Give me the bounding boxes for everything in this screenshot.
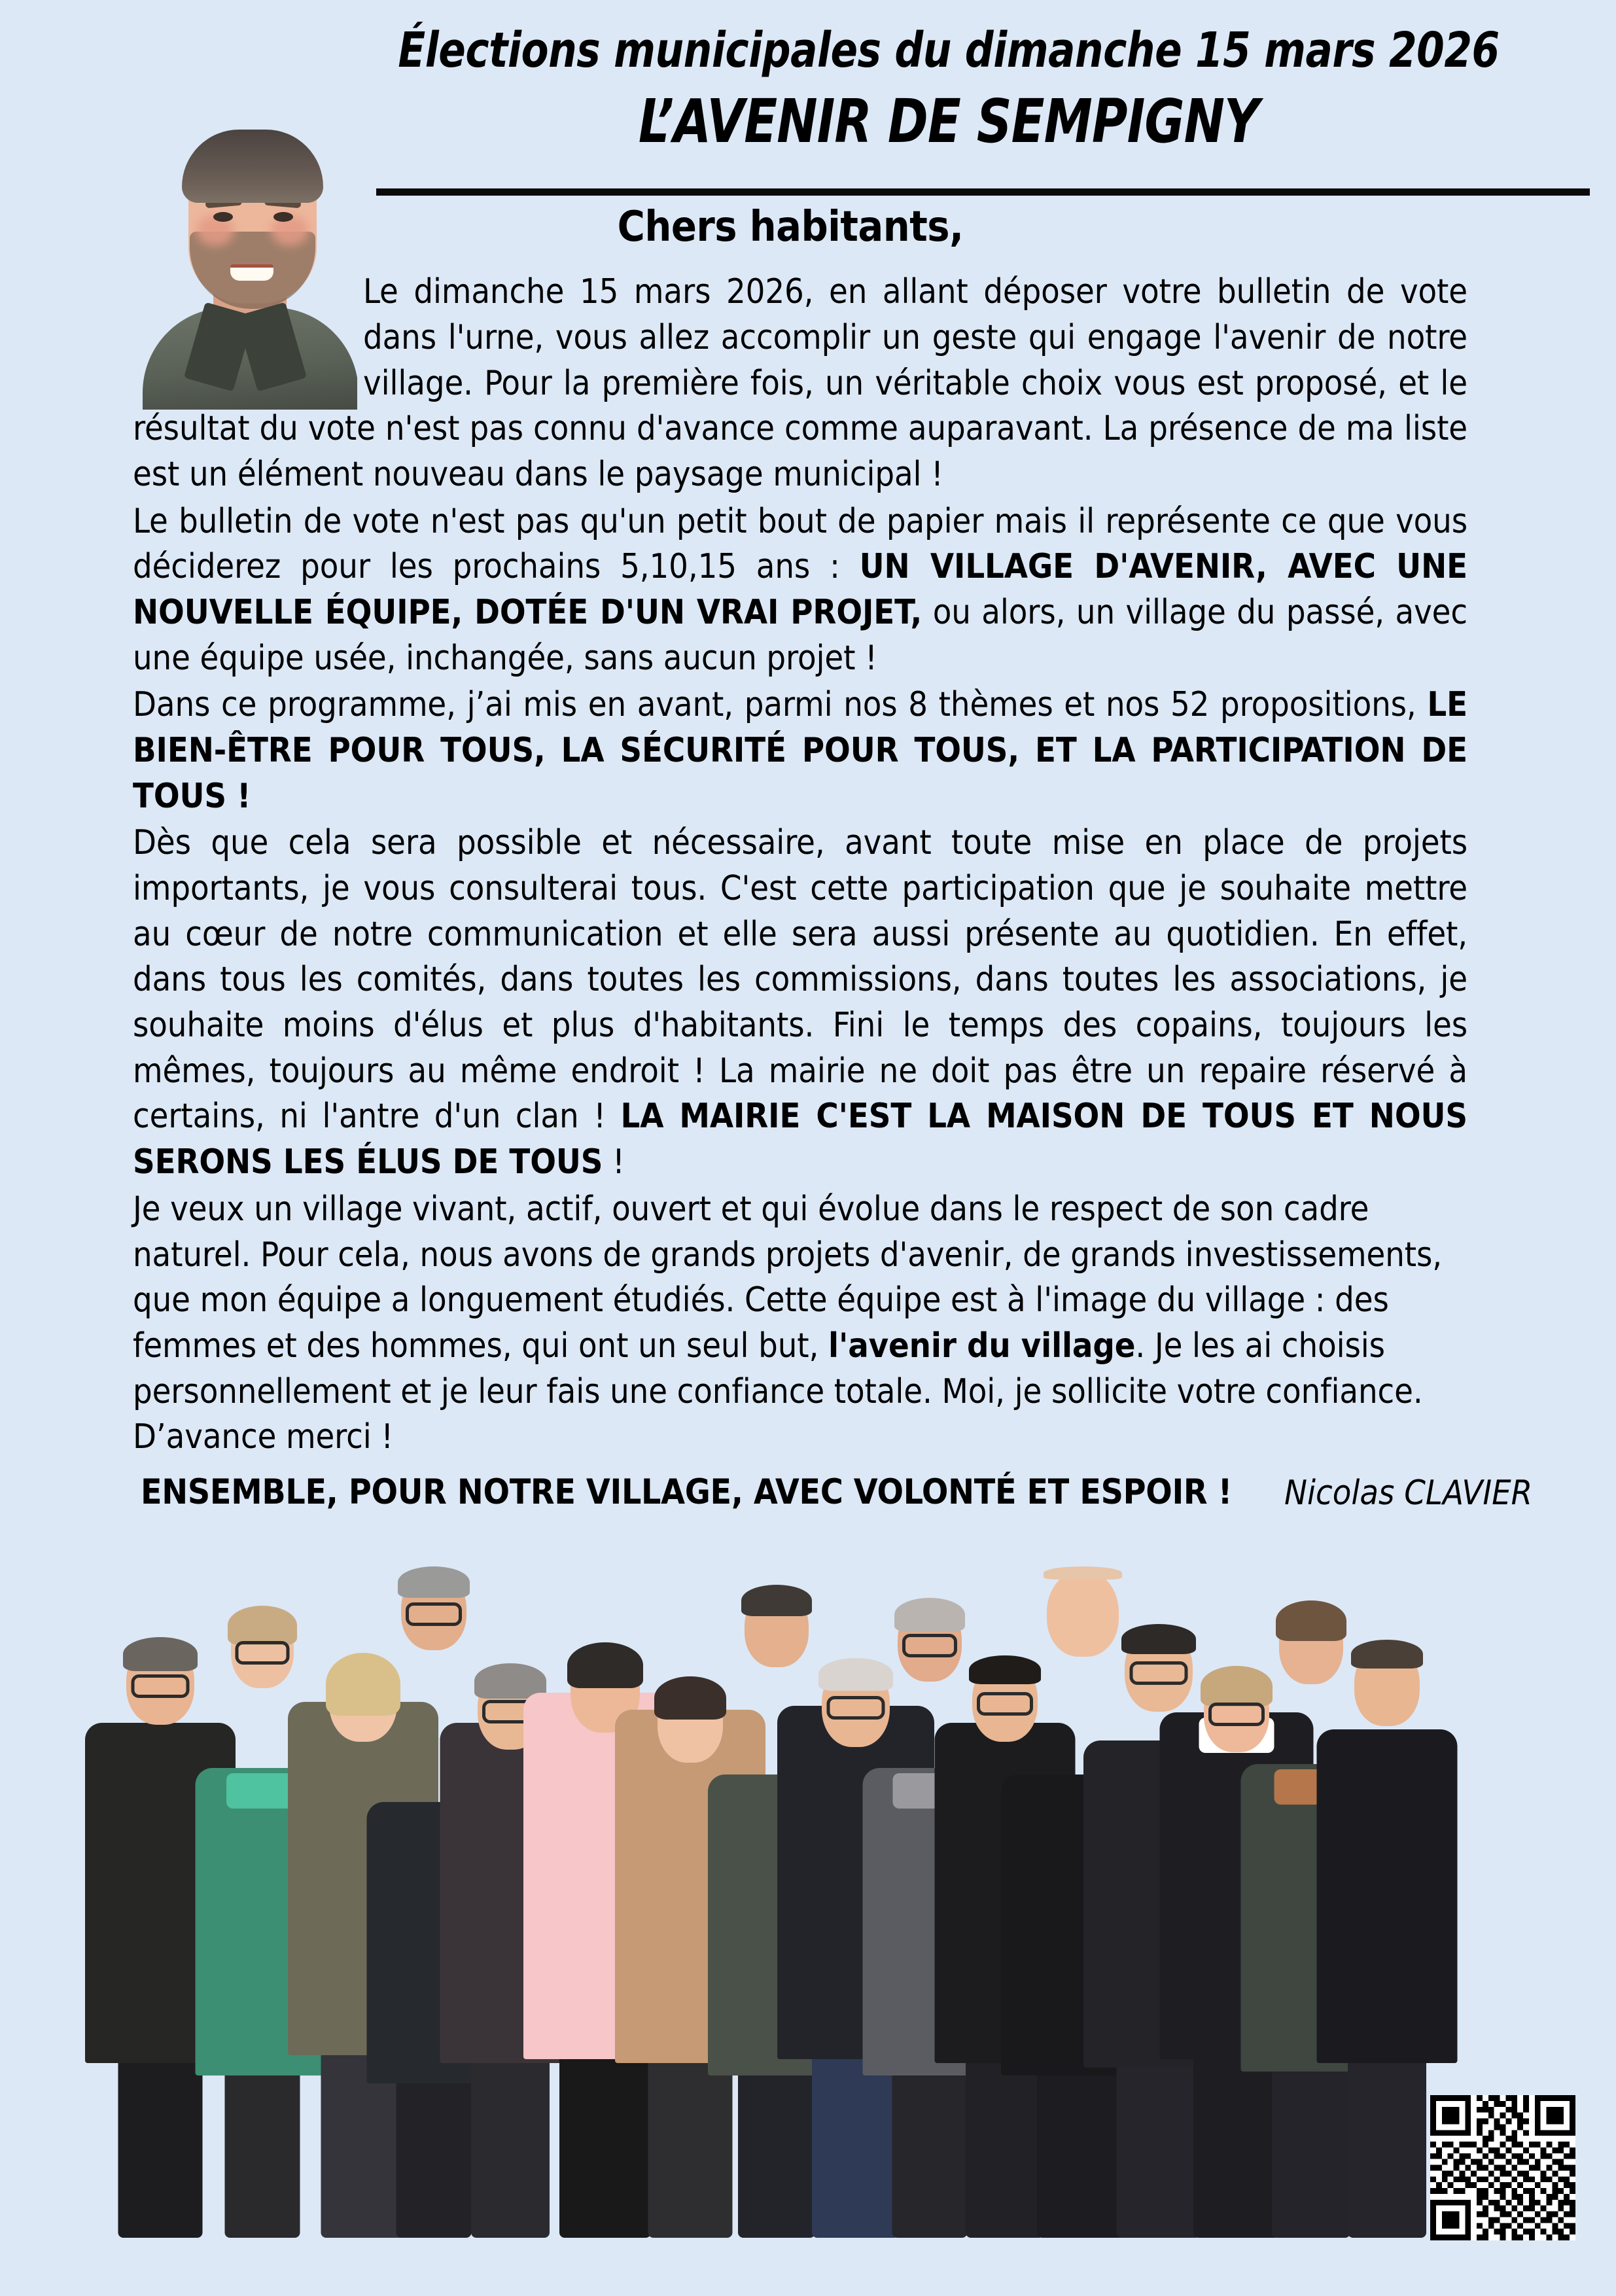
letter-body xyxy=(133,204,1467,1462)
letter-paragraph xyxy=(133,821,1467,1185)
body-text: Je veux un village vivant, actif, ouvert et qui évolue dans le respect de son cadre naturel. Pour cela, nous avons de grands projets d'avenir, de grands investissements, que mon équipe a longuement étudiés. Cette équipe est à l'image du village : des femmes et des hommes, qui ont un seul but, xyxy=(133,1189,1443,1366)
candidate-signature: Nicolas CLAVIER xyxy=(1284,1474,1533,1513)
figure-hair xyxy=(1044,1566,1122,1580)
emphasis-text: LA MAIRIE C'EST LA MAISON DE TOUS ET NOUS SERONS LES ÉLUS DE TOUS xyxy=(133,1097,1467,1182)
figure-hair xyxy=(228,1606,297,1645)
qr-code[interactable] xyxy=(1430,2095,1575,2240)
figure-hair xyxy=(398,1566,470,1598)
portrait-text-wrap-spacer xyxy=(133,270,363,398)
body-text: ! xyxy=(603,1142,625,1182)
figure-hair xyxy=(1276,1600,1346,1641)
figure-scarf xyxy=(226,1773,298,1809)
body-text: Dès que cela sera possible et nécessaire, avant toute mise en place de projets importants, je vous consulterai tous. C'est cette participation que je souhaite mettre au cœur de notre communication et elle sera aussi présente au quotidien. En effet, dans tous les comités, dans toutes les commissions, dans toutes les associations, je souhaite moins d'élus et plus d'habitants. Fini le temps des copains, toujours les mêmes, toujours au même endroit ! La mairie ne doit pas être un repaire réservé à certains, ni l'antre d'un clan ! xyxy=(133,823,1467,1137)
letter-paragraph xyxy=(133,1187,1467,1460)
body-text: Dans ce programme, j’ai mis en avant, parmi nos 8 thèmes et nos 52 propositions, xyxy=(133,685,1428,725)
letter-paragraph xyxy=(133,499,1467,682)
emphasis-text: LE BIEN-ÊTRE POUR TOUS, LA SÉCURITÉ POUR TOUS, ET LA PARTICIPATION DE TOUS ! xyxy=(133,685,1467,816)
emphasis-text: l'avenir du village xyxy=(828,1326,1136,1366)
body-text: Le bulletin de vote n'est pas qu'un petit bout de papier mais il représente ce que vous déciderez pour les prochains 5,10,15 ans : xyxy=(133,501,1467,587)
figure-glasses-icon xyxy=(132,1674,190,1698)
figure-glasses-icon xyxy=(235,1641,289,1665)
team-group-photo xyxy=(39,1531,1466,2238)
figure-hair xyxy=(1351,1640,1423,1669)
campaign-slogan: ENSEMBLE, POUR NOTRE VILLAGE, AVEC VOLONTÉ ET ESPOIR ! xyxy=(141,1472,1233,1512)
body-text: Le dimanche 15 mars 2026, en allant déposer votre bulletin de vote dans l'urne, vous allez accomplir un geste qui engage l'avenir de notre village. Pour la première fois, un véritable choix vous est proposé, et le résultat du vote n'est pas connu d'avance comme auparavant. La présence de ma liste est un élément nouveau dans le paysage municipal ! xyxy=(133,272,1467,495)
letter-paragraph xyxy=(133,682,1467,819)
letter-salutation: Chers habitants, xyxy=(617,203,964,251)
figure-glasses-icon xyxy=(406,1602,462,1626)
qr-code-svg xyxy=(1430,2095,1575,2240)
figure-hair xyxy=(894,1598,965,1632)
slogan-signature-row xyxy=(133,1472,1605,1531)
emphasis-text: UN VILLAGE D'AVENIR, AVEC UNE NOUVELLE ÉQUIPE, DOTÉE D'UN VRAI PROJET, xyxy=(133,547,1467,633)
figure-hair xyxy=(741,1585,812,1616)
election-date-heading: Élections municipales du dimanche 15 mars 2026 xyxy=(398,22,1500,79)
letter-paragraphs xyxy=(133,270,1467,1460)
body-text: ou alors, un village du passé, avec une équipe usée, inchangée, sans aucun projet ! xyxy=(133,593,1467,678)
figure-hair xyxy=(1121,1624,1196,1654)
list-name-title: L’AVENIR DE SEMPIGNY xyxy=(638,86,1259,156)
body-text: . Je les ai choisis personnellement et je leur fais une confiance totale. Moi, je sollicite votre confiance. D’avance merci ! xyxy=(133,1326,1423,1457)
figure-hair xyxy=(123,1637,198,1671)
header-divider-rule xyxy=(376,188,1590,196)
figure-coat xyxy=(1316,1729,1457,2063)
figure-glasses-icon xyxy=(902,1634,957,1657)
